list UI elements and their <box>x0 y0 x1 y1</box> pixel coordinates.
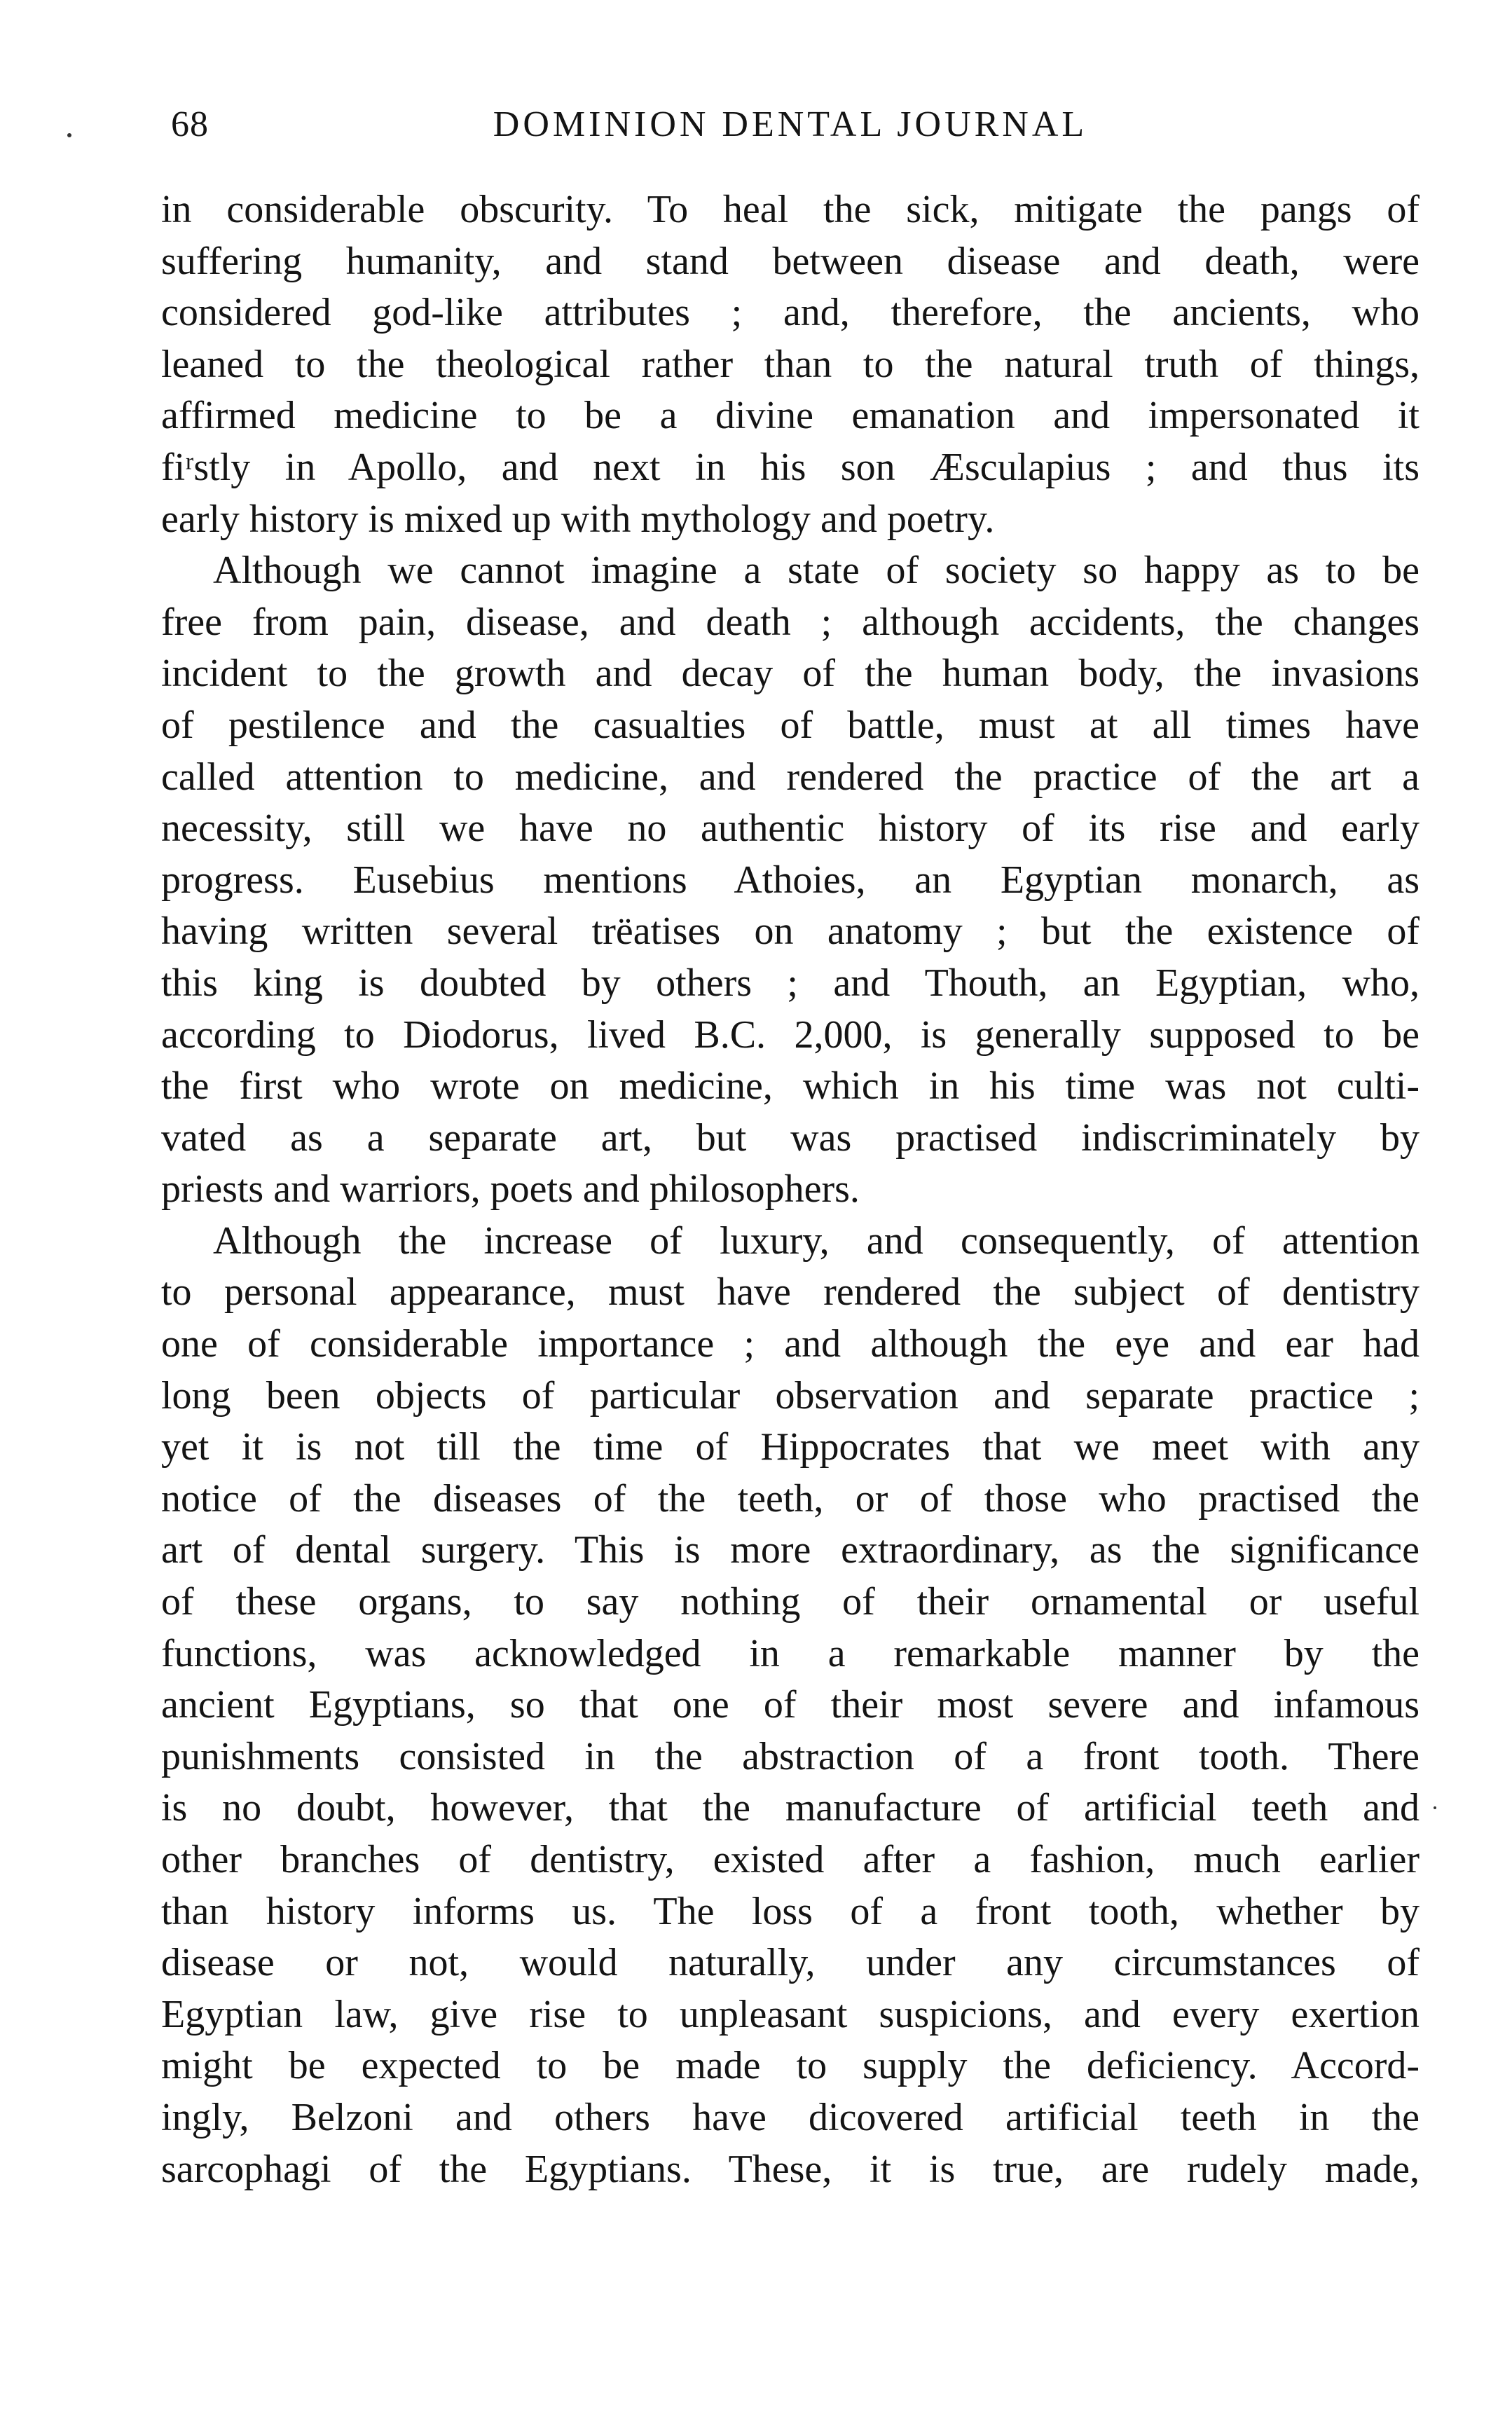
text-line: one of considerable importance ; and although the eye and ear had <box>161 1322 1420 1366</box>
text-line: other branches of dentistry, existed after a fashion, much earlier <box>161 1838 1420 1881</box>
paragraph <box>161 1216 1420 2195</box>
text-line: in considerable obscurity. To heal the sick, mitigate the pangs of <box>161 188 1420 231</box>
text-line: is no doubt, however, that the manufacture of artificial teeth and <box>161 1786 1420 1830</box>
text-line: punishments consisted in the abstraction of a front tooth. There <box>161 1734 1420 1778</box>
text-line: free from pain, disease, and death ; although accidents, the changes <box>161 600 1420 644</box>
text-line: progress. Eusebius mentions Athoies, an Egyptian monarch, as <box>161 858 1420 902</box>
text-line: necessity, still we have no authentic history of its rise and early <box>161 807 1420 851</box>
text-line: functions, was acknowledged in a remarkable manner by the <box>161 1631 1420 1675</box>
text-line: priests and warriors, poets and philosophers. <box>161 1167 860 1212</box>
text-line: sarcophagi of the Egyptians. These, it is true, are rudely made, <box>161 2147 1420 2191</box>
text-line: yet it is not till the time of Hippocrates that we meet with any <box>161 1425 1420 1469</box>
text-line: vated as a separate art, but was practised indiscriminately by <box>161 1116 1420 1160</box>
text-line: the first who wrote on medicine, which in his time was not culti- <box>161 1064 1420 1109</box>
text-line: early history is mixed up with mythology and poetry. <box>161 497 995 541</box>
paragraph <box>161 184 1420 545</box>
text-line: having written several trëatises on anatomy ; but the existence of <box>161 910 1420 954</box>
text-line: disease or not, would naturally, under any circumstances of <box>161 1941 1420 1985</box>
text-line: fiʳstly in Apollo, and next in his son Æsculapius ; and thus its <box>161 445 1420 489</box>
text-line: this king is doubted by others ; and Thouth, an Egyptian, who, <box>161 961 1420 1005</box>
text-line: art of dental surgery. This is more extraordinary, as the significance <box>161 1528 1420 1572</box>
text-line: long been objects of particular observation and separate practice ; <box>161 1373 1420 1418</box>
text-line: according to Diodorus, lived B.C. 2,000, is generally supposed to be <box>161 1013 1420 1057</box>
text-line: of pestilence and the casualties of battle, must at all times have <box>161 703 1420 747</box>
text-line: ancient Egyptians, so that one of their most severe and infamous <box>161 1683 1420 1727</box>
text-line: of these organs, to say nothing of their ornamental or useful <box>161 1580 1420 1624</box>
text-line: than history informs us. The loss of a front tooth, whether by <box>161 1889 1420 1933</box>
page-number: 68 <box>171 104 209 144</box>
text-line: Although the increase of luxury, and consequently, of attention <box>213 1219 1420 1263</box>
text-line: Egyptian law, give rise to unpleasant suspicions, and every exertion <box>161 1992 1420 2036</box>
stray-ink-mark <box>1434 1806 1436 1809</box>
paragraph <box>161 545 1420 1216</box>
running-head: DOMINION DENTAL JOURNAL <box>493 104 1088 144</box>
text-line: Although we cannot imagine a state of society so happy as to be <box>213 549 1420 593</box>
text-line: to personal appearance, must have rendered the subject of dentistry <box>161 1270 1420 1315</box>
text-line: leaned to the theological rather than to the natural truth of things, <box>161 342 1420 386</box>
text-line: affirmed medicine to be a divine emanation and impersonated it <box>161 394 1420 438</box>
text-line: notice of the diseases of the teeth, or of those who practised the <box>161 1476 1420 1521</box>
text-line: called attention to medicine, and rendered the practice of the art a <box>161 755 1420 799</box>
text-line: might be expected to be made to supply the deficiency. Accord- <box>161 2044 1420 2088</box>
text-line: incident to the growth and decay of the human body, the invasions <box>161 652 1420 696</box>
body-text <box>161 184 1420 2195</box>
text-line: ingly, Belzoni and others have dicovered artificial teeth in the <box>161 2095 1420 2139</box>
text-line: suffering humanity, and stand between disease and death, were <box>161 239 1420 283</box>
stray-ink-mark <box>67 133 71 137</box>
text-line: considered god-like attributes ; and, therefore, the ancients, who <box>161 291 1420 335</box>
page-header <box>161 97 1420 153</box>
